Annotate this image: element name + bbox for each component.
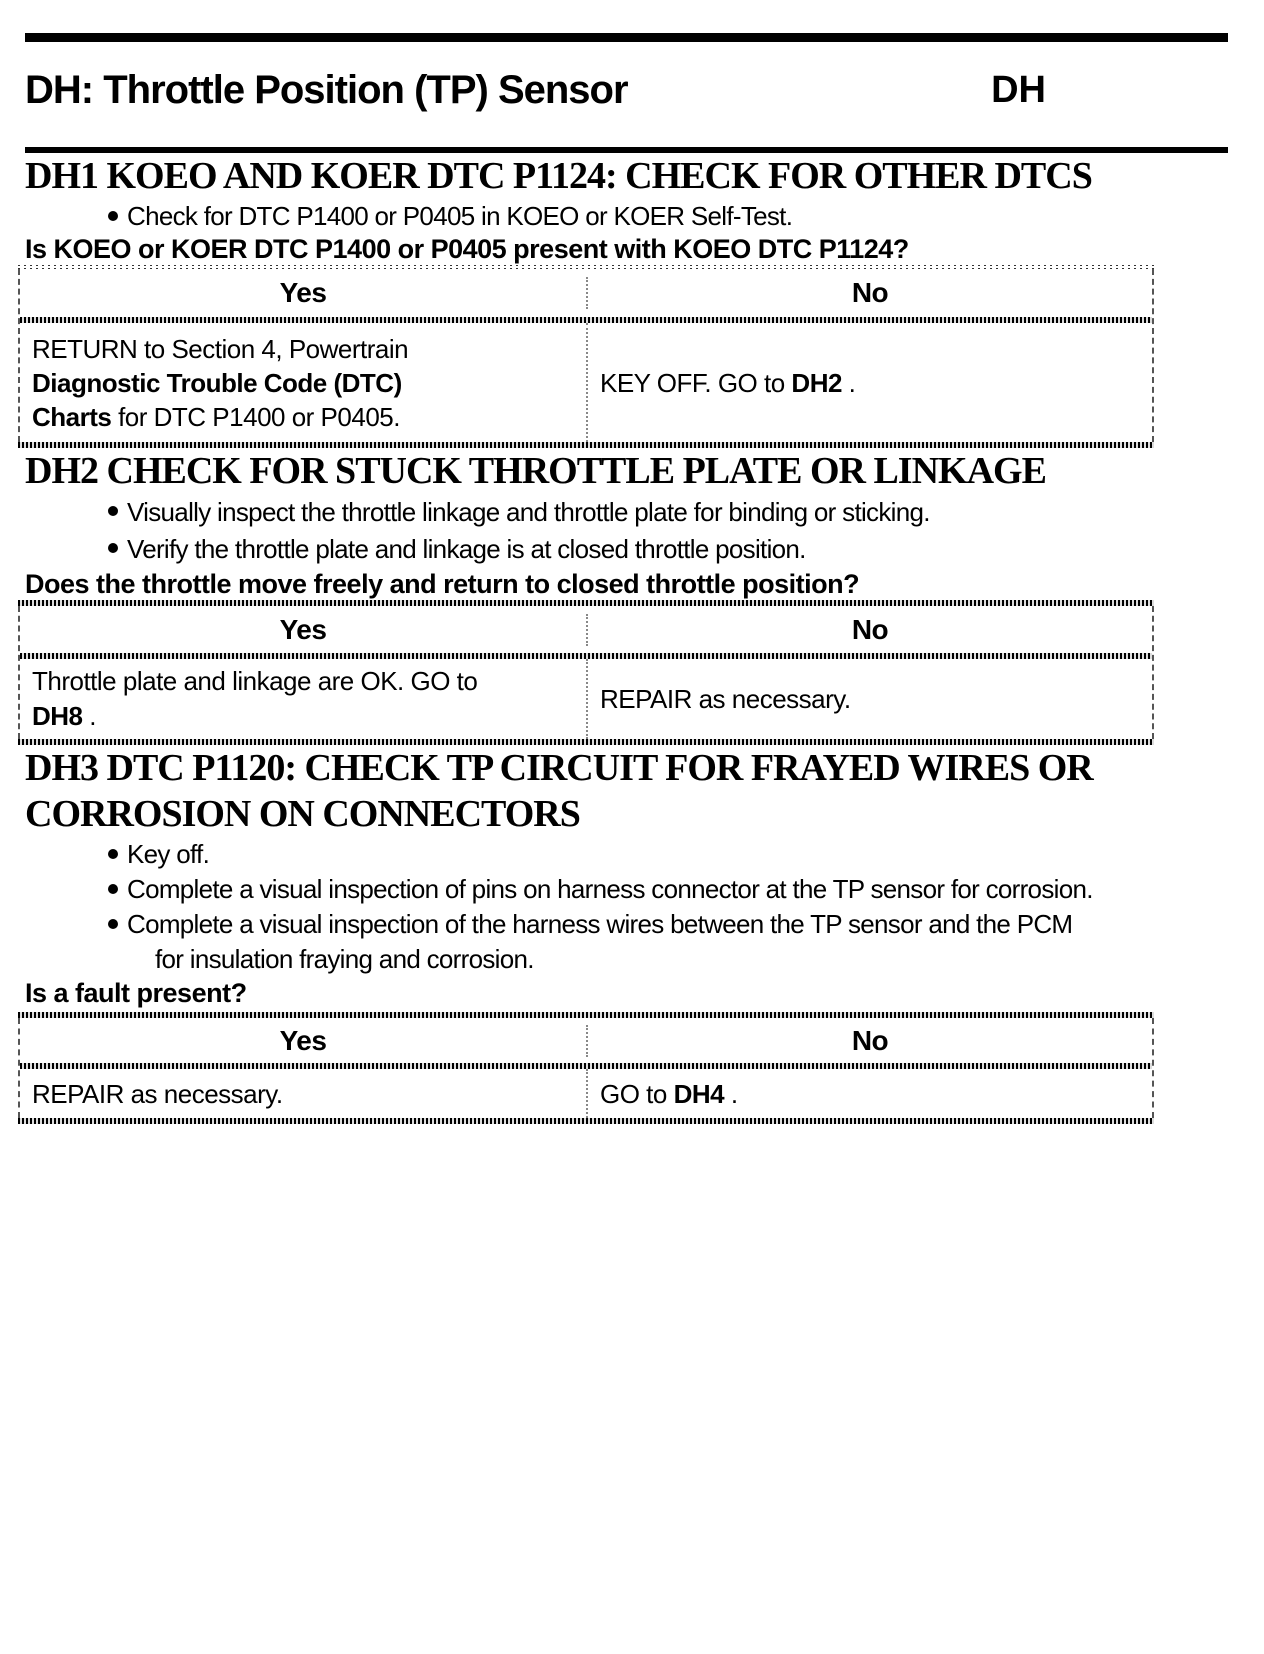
bullet-list — [108, 837, 1228, 977]
heading-text: DH2 CHECK FOR STUCK THROTTLE PLATE OR LINKAGE — [25, 450, 1046, 492]
decision-question: Does the throttle move freely and return to closed throttle position? — [25, 569, 860, 599]
bullet-text: Verify the throttle plate and linkage is at closed throttle position. — [127, 534, 806, 564]
col-header-no: No — [586, 1025, 1152, 1057]
col-header-yes: Yes — [279, 613, 327, 645]
section-heading — [25, 448, 1228, 494]
cell-text-bold: Charts — [32, 401, 112, 432]
cell-text: . — [82, 701, 96, 731]
cell-text: RETURN to Section 4, Powertrain — [32, 333, 409, 364]
no-cell — [586, 323, 1152, 442]
cell-text: . — [724, 1078, 738, 1109]
bullet-text: Visually inspect the throttle linkage and throttle plate for binding or sticking. — [127, 497, 930, 527]
bullet-item — [108, 494, 1228, 531]
table-bottom-border — [18, 1118, 1154, 1124]
bullet-list — [108, 494, 1228, 568]
page-header — [25, 68, 1228, 112]
bullet-item — [108, 531, 1228, 568]
section-dh1 — [25, 153, 1228, 448]
section-heading — [25, 745, 1228, 837]
bullet-item — [108, 837, 1228, 872]
section-dh3 — [25, 745, 1228, 1124]
no-cell — [586, 1069, 1152, 1118]
cell-text: GO to — [600, 1078, 674, 1109]
bullet-text: Check for DTC P1400 or P0405 in KOEO or KOER Self-Test. — [127, 201, 793, 231]
bullet-item — [108, 907, 1228, 977]
decision-question: Is a fault present? — [25, 978, 247, 1008]
page-title: DH: Throttle Position (TP) Sensor — [25, 68, 628, 112]
col-header-yes: Yes — [279, 277, 327, 308]
table-body-row — [20, 323, 1152, 442]
no-cell — [586, 659, 1152, 739]
yes-cell — [20, 323, 586, 442]
bullet-item — [108, 872, 1228, 907]
table-header-row — [20, 606, 1152, 653]
decision-table — [18, 600, 1154, 745]
step-reference: DH4 — [673, 1078, 725, 1109]
yes-cell — [20, 1069, 586, 1118]
top-rule — [25, 33, 1228, 42]
cell-text-bold: Diagnostic Trouble Code (DTC) — [32, 367, 402, 398]
decision-table — [18, 265, 1154, 448]
heading-text: CORROSION ON CONNECTORS — [25, 793, 580, 835]
table-body-row — [20, 659, 1152, 739]
col-header-no: No — [586, 614, 1152, 646]
cell-text: REPAIR as necessary. — [32, 1078, 283, 1109]
bullet-text: Complete a visual inspection of pins on harness connector at the TP sensor for corrosion. — [127, 874, 1093, 904]
step-reference: DH2 — [791, 367, 842, 398]
table-header-row — [20, 1018, 1152, 1063]
pinpoint-code: DH — [991, 69, 1046, 111]
col-header-no: No — [586, 277, 1152, 309]
bullet-text: Key off. — [127, 839, 210, 869]
yes-cell — [20, 659, 586, 739]
bullet-text: Complete a visual inspection of the harness wires between the TP sensor and the PCM — [127, 909, 1073, 939]
cell-text: KEY OFF. GO to — [600, 367, 792, 398]
cell-text: . — [841, 367, 856, 398]
table-body-row — [20, 1069, 1152, 1118]
bullet-text-continuation: for insulation fraying and corrosion. — [155, 944, 534, 974]
step-reference: DH8 — [32, 701, 83, 731]
section-heading — [25, 153, 1228, 199]
bullet-list — [108, 199, 1228, 233]
cell-text: for DTC P1400 or P0405. — [111, 401, 400, 432]
heading-text: DH1 KOEO AND KOER DTC P1124: CHECK FOR OTHER DTCS — [25, 155, 1092, 197]
decision-question: Is KOEO or KOER DTC P1400 or P0405 present with KOEO DTC P1124? — [25, 234, 909, 264]
decision-table — [18, 1012, 1154, 1124]
cell-text: Throttle plate and linkage are OK. GO to — [32, 666, 478, 696]
bullet-item — [108, 199, 1228, 233]
cell-text: REPAIR as necessary. — [600, 683, 851, 714]
heading-text: DH3 DTC P1120: CHECK TP CIRCUIT FOR FRAYED WIRES OR — [25, 747, 1093, 789]
section-dh2 — [25, 448, 1228, 745]
table-header-row — [20, 269, 1152, 317]
col-header-yes: Yes — [279, 1024, 327, 1056]
